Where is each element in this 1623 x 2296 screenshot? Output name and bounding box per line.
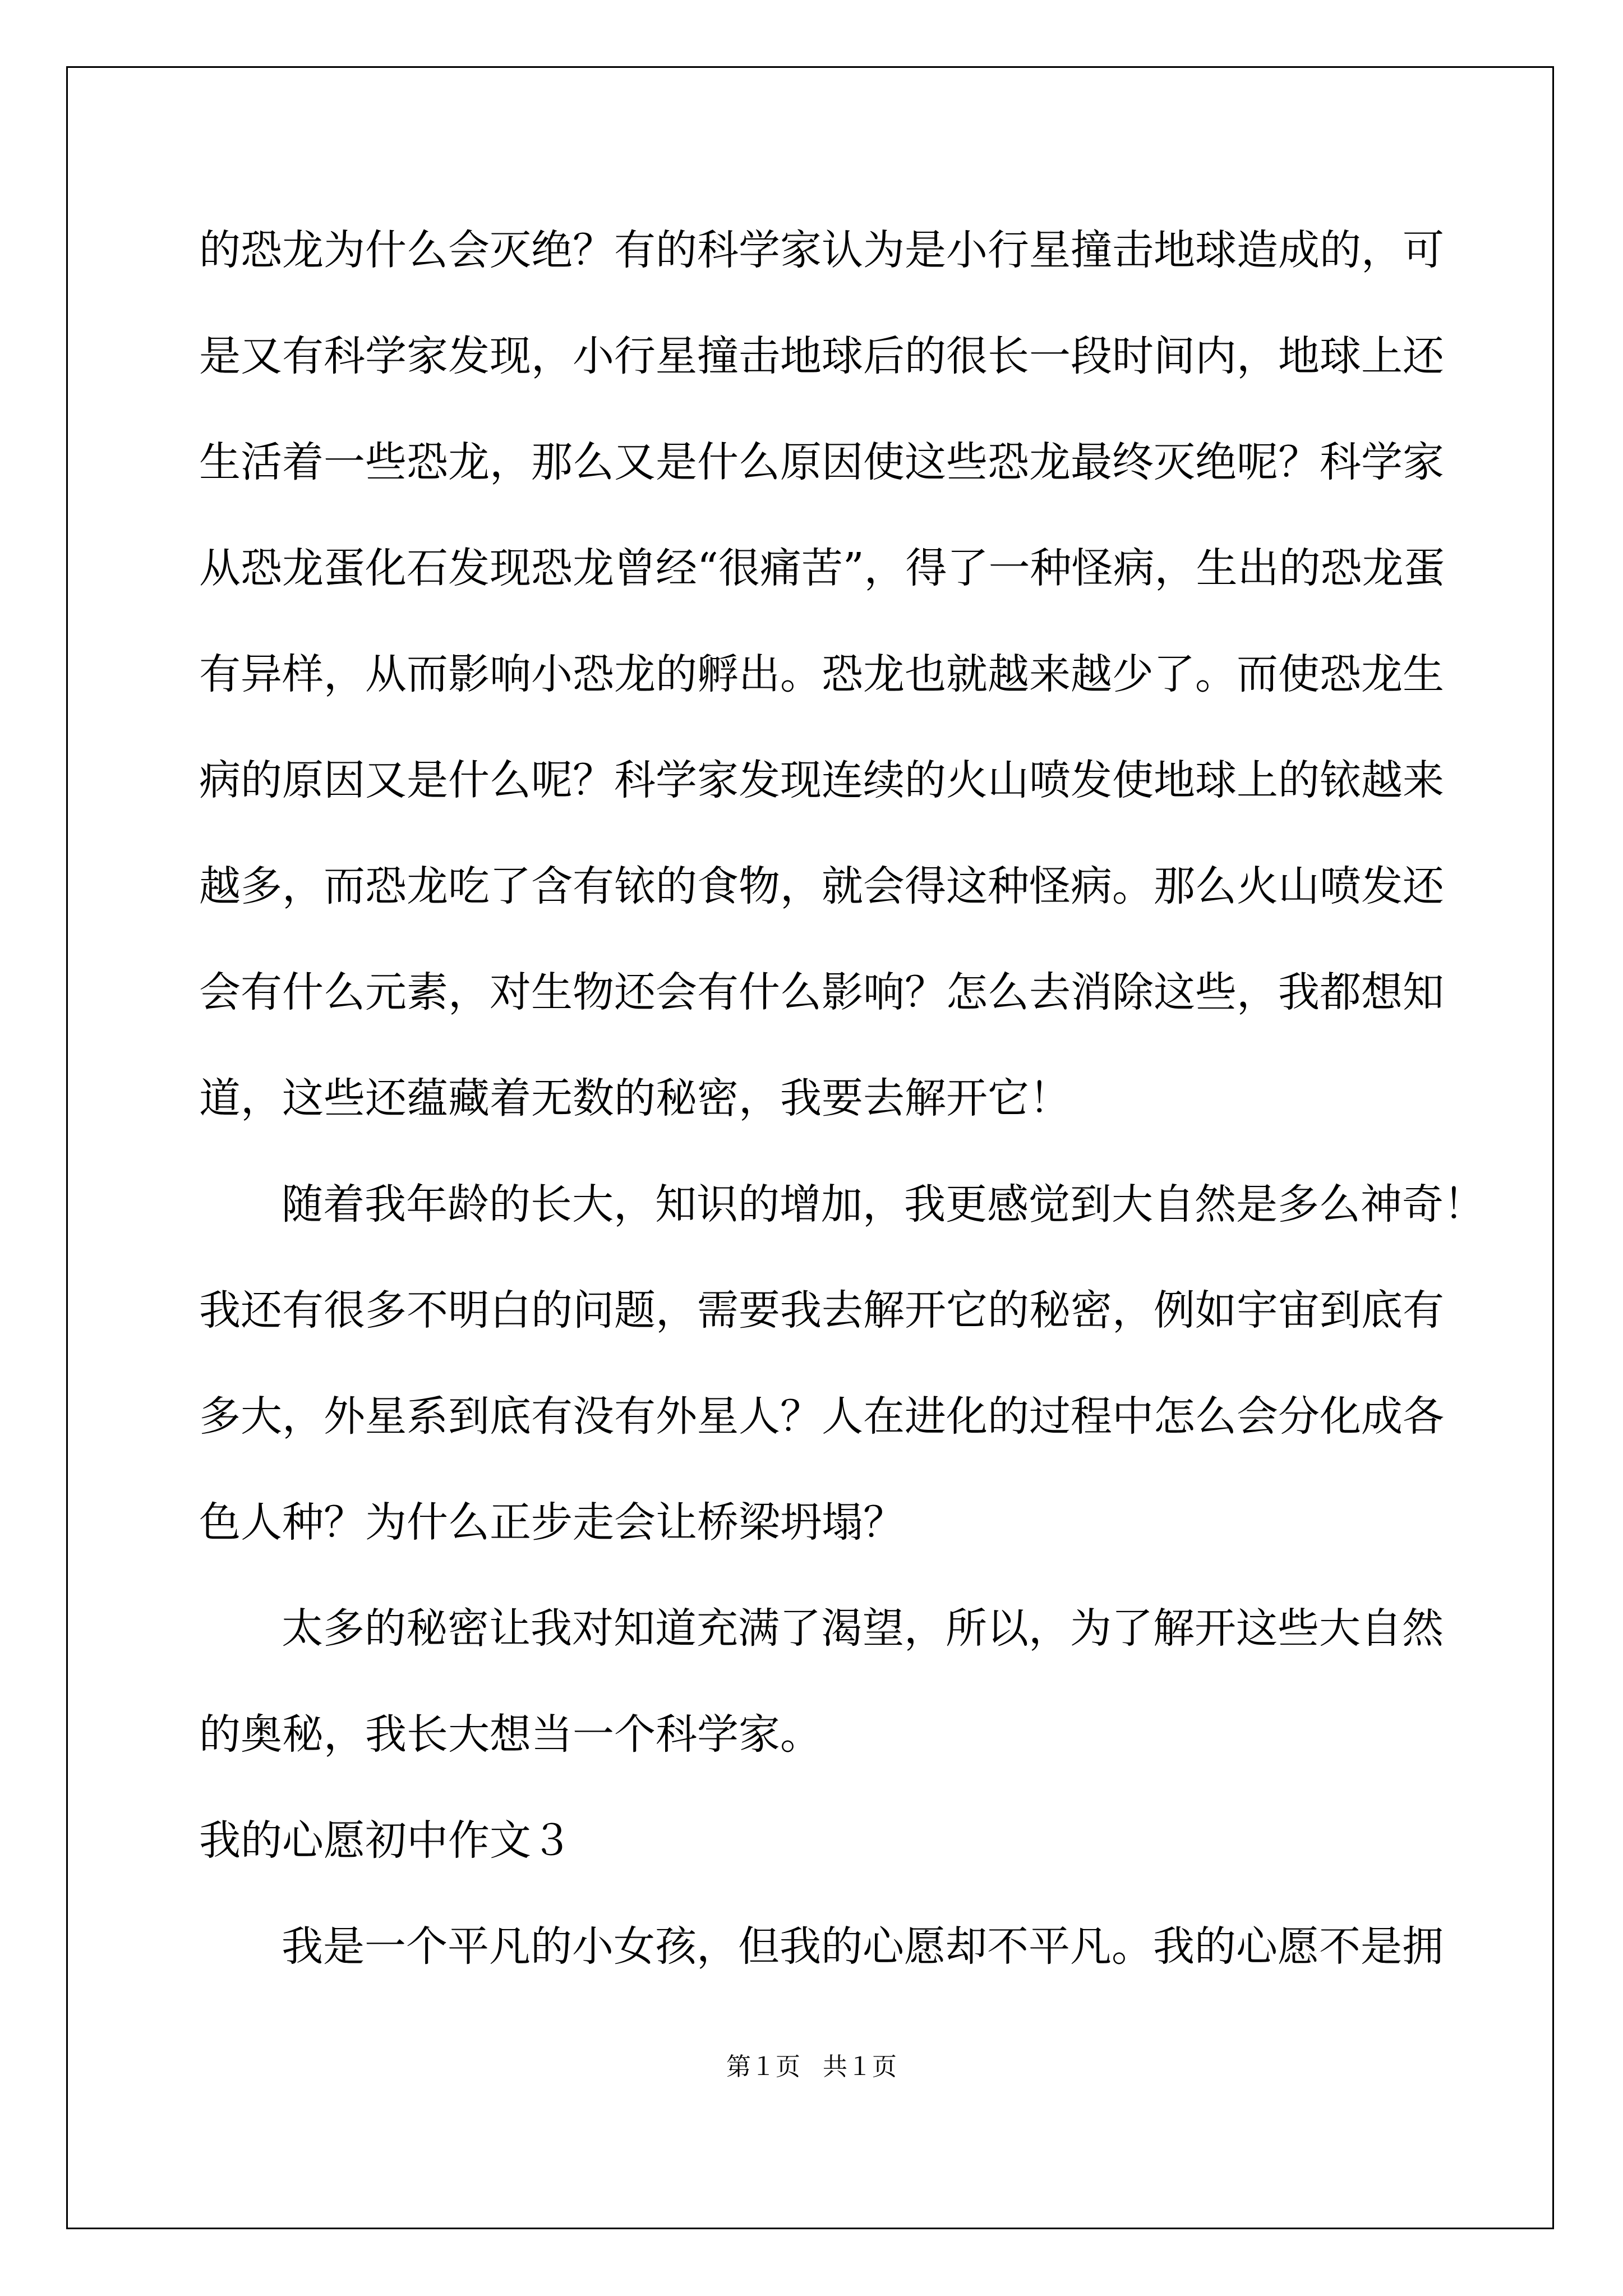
paragraph-line: 道，这些还蕴藏着无数的秘密，我要去解开它！	[199, 1074, 1071, 1122]
page-border	[66, 66, 1554, 2229]
paragraph-line: 有异样，从而影响小恐龙的孵出。恐龙也就越来越少了。而使恐龙生	[199, 650, 1444, 698]
paragraph-line: 我还有很多不明白的问题，需要我去解开它的秘密，例如宇宙到底有	[199, 1286, 1444, 1335]
page-footer	[0, 2050, 1623, 2084]
paragraph-line: 多大，外星系到底有没有外星人？人在进化的过程中怎么会分化成各	[199, 1392, 1444, 1441]
paragraph-line: 的奥秘，我长大想当一个科学家。	[199, 1710, 822, 1759]
paragraph-line: 随着我年龄的长大，知识的增加，我更感觉到大自然是多么神奇！	[282, 1180, 1485, 1228]
paragraph-line: 色人种？为什么正步走会让桥梁坍塌？	[199, 1498, 905, 1547]
paragraph-line: 病的原因又是什么呢？科学家发现连续的火山喷发使地球上的铱越来	[199, 756, 1444, 804]
section-heading: 我的心愿初中作文３	[199, 1816, 573, 1865]
paragraph-line: 太多的秘密让我对知道充满了渴望，所以，为了解开这些大自然	[282, 1604, 1444, 1653]
page-number-current: 第１页	[726, 2053, 800, 2081]
paragraph-line: 从恐龙蛋化石发现恐龙曾经“很痛苦”，得了一种怪病，生出的恐龙蛋	[199, 544, 1445, 592]
page-number-total: 共１页	[823, 2053, 897, 2081]
paragraph-line: 生活着一些恐龙，那么又是什么原因使这些恐龙最终灭绝呢？科学家	[199, 438, 1444, 486]
paragraph-line: 我是一个平凡的小女孩，但我的心愿却不平凡。我的心愿不是拥	[282, 1922, 1444, 1971]
paragraph-line: 的恐龙为什么会灭绝？有的科学家认为是小行星撞击地球造成的，可	[199, 226, 1444, 274]
paragraph-line: 会有什么元素，对生物还会有什么影响？怎么去消除这些，我都想知	[199, 968, 1444, 1016]
paragraph-line: 越多，而恐龙吃了含有铱的食物，就会得这种怪病。那么火山喷发还	[199, 862, 1444, 910]
paragraph-line: 是又有科学家发现，小行星撞击地球后的很长一段时间内，地球上还	[199, 332, 1444, 380]
